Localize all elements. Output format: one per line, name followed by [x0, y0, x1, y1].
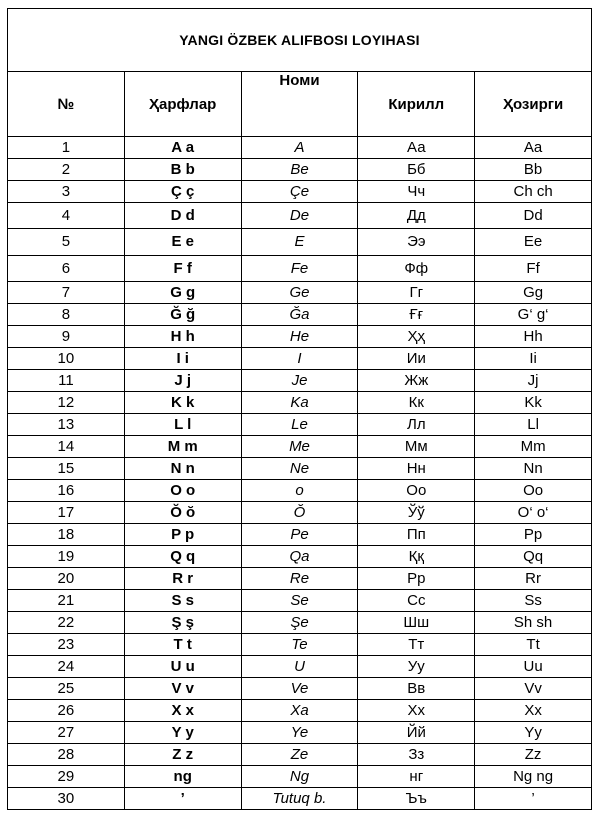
row-cyrillic: Бб	[358, 159, 475, 181]
table-row	[8, 436, 592, 458]
row-number: 27	[8, 722, 125, 744]
row-letter-name: De	[241, 203, 358, 229]
table-row	[8, 229, 592, 256]
row-current: Kk	[475, 392, 592, 414]
row-current: Ng ng	[475, 766, 592, 788]
row-letter-name: Se	[241, 590, 358, 612]
row-number: 24	[8, 656, 125, 678]
row-cyrillic: Фф	[358, 256, 475, 282]
row-letter-name: He	[241, 326, 358, 348]
row-current: Aa	[475, 137, 592, 159]
row-letter-name: Xa	[241, 700, 358, 722]
row-current: Hh	[475, 326, 592, 348]
row-letter: V v	[124, 678, 241, 700]
row-letter: S s	[124, 590, 241, 612]
header-current: Ҳозирги	[475, 72, 592, 137]
row-letter-name: Ka	[241, 392, 358, 414]
table-row	[8, 370, 592, 392]
table-row	[8, 256, 592, 282]
header-name: Номи	[241, 72, 358, 137]
row-letter-name: o	[241, 480, 358, 502]
table-row	[8, 700, 592, 722]
table-row	[8, 568, 592, 590]
row-letter-name: E	[241, 229, 358, 256]
row-current: O‘ o‘	[475, 502, 592, 524]
row-letter: P p	[124, 524, 241, 546]
row-number: 12	[8, 392, 125, 414]
row-current: Uu	[475, 656, 592, 678]
row-cyrillic: Оо	[358, 480, 475, 502]
row-current: Ch ch	[475, 181, 592, 203]
row-cyrillic: Кк	[358, 392, 475, 414]
row-letter-name: U	[241, 656, 358, 678]
table-row	[8, 137, 592, 159]
row-letter-name: Ng	[241, 766, 358, 788]
table-row	[8, 282, 592, 304]
table-row	[8, 524, 592, 546]
row-current: Ii	[475, 348, 592, 370]
row-number: 18	[8, 524, 125, 546]
row-number: 11	[8, 370, 125, 392]
row-letter: ng	[124, 766, 241, 788]
row-cyrillic: Ҳҳ	[358, 326, 475, 348]
table-row	[8, 203, 592, 229]
row-cyrillic: Тт	[358, 634, 475, 656]
row-letter-name: Le	[241, 414, 358, 436]
row-current: Dd	[475, 203, 592, 229]
row-current: Vv	[475, 678, 592, 700]
row-cyrillic: Лл	[358, 414, 475, 436]
row-current: Nn	[475, 458, 592, 480]
row-cyrillic: Дд	[358, 203, 475, 229]
row-current: Oo	[475, 480, 592, 502]
row-number: 3	[8, 181, 125, 203]
row-cyrillic: нг	[358, 766, 475, 788]
row-letter: G g	[124, 282, 241, 304]
row-number: 17	[8, 502, 125, 524]
row-number: 19	[8, 546, 125, 568]
row-letter: K k	[124, 392, 241, 414]
row-current: Ee	[475, 229, 592, 256]
row-cyrillic: Пп	[358, 524, 475, 546]
row-letter: B b	[124, 159, 241, 181]
table-row	[8, 788, 592, 810]
row-letter-name: Te	[241, 634, 358, 656]
row-letter: F f	[124, 256, 241, 282]
row-letter: T t	[124, 634, 241, 656]
row-number: 28	[8, 744, 125, 766]
row-letter: I i	[124, 348, 241, 370]
row-letter-name: I	[241, 348, 358, 370]
row-letter-name: Pe	[241, 524, 358, 546]
row-cyrillic: Нн	[358, 458, 475, 480]
row-cyrillic: Ққ	[358, 546, 475, 568]
row-current: Sh sh	[475, 612, 592, 634]
table-row	[8, 678, 592, 700]
row-letter: H h	[124, 326, 241, 348]
row-cyrillic: Вв	[358, 678, 475, 700]
row-letter: O o	[124, 480, 241, 502]
table-row	[8, 656, 592, 678]
row-number: 16	[8, 480, 125, 502]
row-letter: Ş ş	[124, 612, 241, 634]
row-current: Zz	[475, 744, 592, 766]
alphabet-document	[7, 8, 592, 810]
header-row	[8, 72, 592, 137]
row-number: 21	[8, 590, 125, 612]
row-letter: D d	[124, 203, 241, 229]
row-letter-name: A	[241, 137, 358, 159]
row-current: G‘ g‘	[475, 304, 592, 326]
row-letter: L l	[124, 414, 241, 436]
row-current: Ff	[475, 256, 592, 282]
table-row	[8, 159, 592, 181]
row-letter-name: Ye	[241, 722, 358, 744]
row-letter: E e	[124, 229, 241, 256]
row-letter-name: Ge	[241, 282, 358, 304]
row-current: Gg	[475, 282, 592, 304]
table-row	[8, 181, 592, 203]
row-cyrillic: Ии	[358, 348, 475, 370]
row-cyrillic: Гг	[358, 282, 475, 304]
row-current: Xx	[475, 700, 592, 722]
row-letter: Q q	[124, 546, 241, 568]
row-letter-name: Ve	[241, 678, 358, 700]
table-row	[8, 480, 592, 502]
table-title: YANGI ÖZBEK ALIFBOSI LOYIHASI	[8, 9, 592, 72]
row-current: Pp	[475, 524, 592, 546]
table-row	[8, 304, 592, 326]
row-letter: Ç ç	[124, 181, 241, 203]
row-cyrillic: Зз	[358, 744, 475, 766]
row-letter: Z z	[124, 744, 241, 766]
row-letter-name: Be	[241, 159, 358, 181]
row-letter-name: Me	[241, 436, 358, 458]
row-cyrillic: Шш	[358, 612, 475, 634]
row-cyrillic: Рр	[358, 568, 475, 590]
row-number: 30	[8, 788, 125, 810]
table-row	[8, 722, 592, 744]
row-current: Rr	[475, 568, 592, 590]
row-cyrillic: Йй	[358, 722, 475, 744]
row-number: 25	[8, 678, 125, 700]
table-row	[8, 458, 592, 480]
row-letter-name: Ğa	[241, 304, 358, 326]
header-cyrillic: Кирилл	[358, 72, 475, 137]
table-row	[8, 348, 592, 370]
row-letter-name: Ze	[241, 744, 358, 766]
row-current: Qq	[475, 546, 592, 568]
row-letter: R r	[124, 568, 241, 590]
row-number: 29	[8, 766, 125, 788]
row-letter: A a	[124, 137, 241, 159]
row-letter: Ğ ğ	[124, 304, 241, 326]
row-cyrillic: Ъъ	[358, 788, 475, 810]
table-row	[8, 502, 592, 524]
row-cyrillic: Аа	[358, 137, 475, 159]
row-number: 2	[8, 159, 125, 181]
row-number: 20	[8, 568, 125, 590]
table-row	[8, 326, 592, 348]
row-letter-name: Fe	[241, 256, 358, 282]
row-current: Tt	[475, 634, 592, 656]
row-current: Ll	[475, 414, 592, 436]
row-current: Ss	[475, 590, 592, 612]
table-row	[8, 744, 592, 766]
row-letter-name: Qa	[241, 546, 358, 568]
header-letters: Ҳарфлар	[124, 72, 241, 137]
row-number: 26	[8, 700, 125, 722]
row-cyrillic: Ғғ	[358, 304, 475, 326]
row-number: 15	[8, 458, 125, 480]
row-number: 8	[8, 304, 125, 326]
row-cyrillic: Мм	[358, 436, 475, 458]
row-letter: ’	[124, 788, 241, 810]
row-cyrillic: Ўў	[358, 502, 475, 524]
row-number: 10	[8, 348, 125, 370]
row-current: Yy	[475, 722, 592, 744]
row-cyrillic: Ээ	[358, 229, 475, 256]
row-cyrillic: Уу	[358, 656, 475, 678]
row-number: 4	[8, 203, 125, 229]
row-letter: Ŏ ŏ	[124, 502, 241, 524]
row-letter-name: Re	[241, 568, 358, 590]
row-number: 5	[8, 229, 125, 256]
alphabet-table	[7, 8, 592, 810]
table-row	[8, 590, 592, 612]
row-number: 7	[8, 282, 125, 304]
row-cyrillic: Чч	[358, 181, 475, 203]
row-number: 22	[8, 612, 125, 634]
table-row	[8, 414, 592, 436]
row-letter: X x	[124, 700, 241, 722]
row-letter-name: Je	[241, 370, 358, 392]
row-number: 14	[8, 436, 125, 458]
row-number: 6	[8, 256, 125, 282]
row-letter-name: Tutuq b.	[241, 788, 358, 810]
row-letter: N n	[124, 458, 241, 480]
row-letter: Y y	[124, 722, 241, 744]
row-number: 1	[8, 137, 125, 159]
row-current: Jj	[475, 370, 592, 392]
row-letter: U u	[124, 656, 241, 678]
row-letter-name: Çe	[241, 181, 358, 203]
row-letter-name: Şe	[241, 612, 358, 634]
row-current: Bb	[475, 159, 592, 181]
row-letter-name: Ŏ	[241, 502, 358, 524]
row-number: 9	[8, 326, 125, 348]
row-cyrillic: Сс	[358, 590, 475, 612]
table-row	[8, 766, 592, 788]
row-letter: M m	[124, 436, 241, 458]
row-letter: J j	[124, 370, 241, 392]
table-row	[8, 546, 592, 568]
header-number: №	[8, 72, 125, 137]
row-letter-name: Ne	[241, 458, 358, 480]
table-body	[8, 137, 592, 810]
table-row	[8, 392, 592, 414]
row-number: 13	[8, 414, 125, 436]
table-row	[8, 612, 592, 634]
row-number: 23	[8, 634, 125, 656]
table-row	[8, 634, 592, 656]
row-current: ’	[475, 788, 592, 810]
row-current: Mm	[475, 436, 592, 458]
row-cyrillic: Хх	[358, 700, 475, 722]
row-cyrillic: Жж	[358, 370, 475, 392]
